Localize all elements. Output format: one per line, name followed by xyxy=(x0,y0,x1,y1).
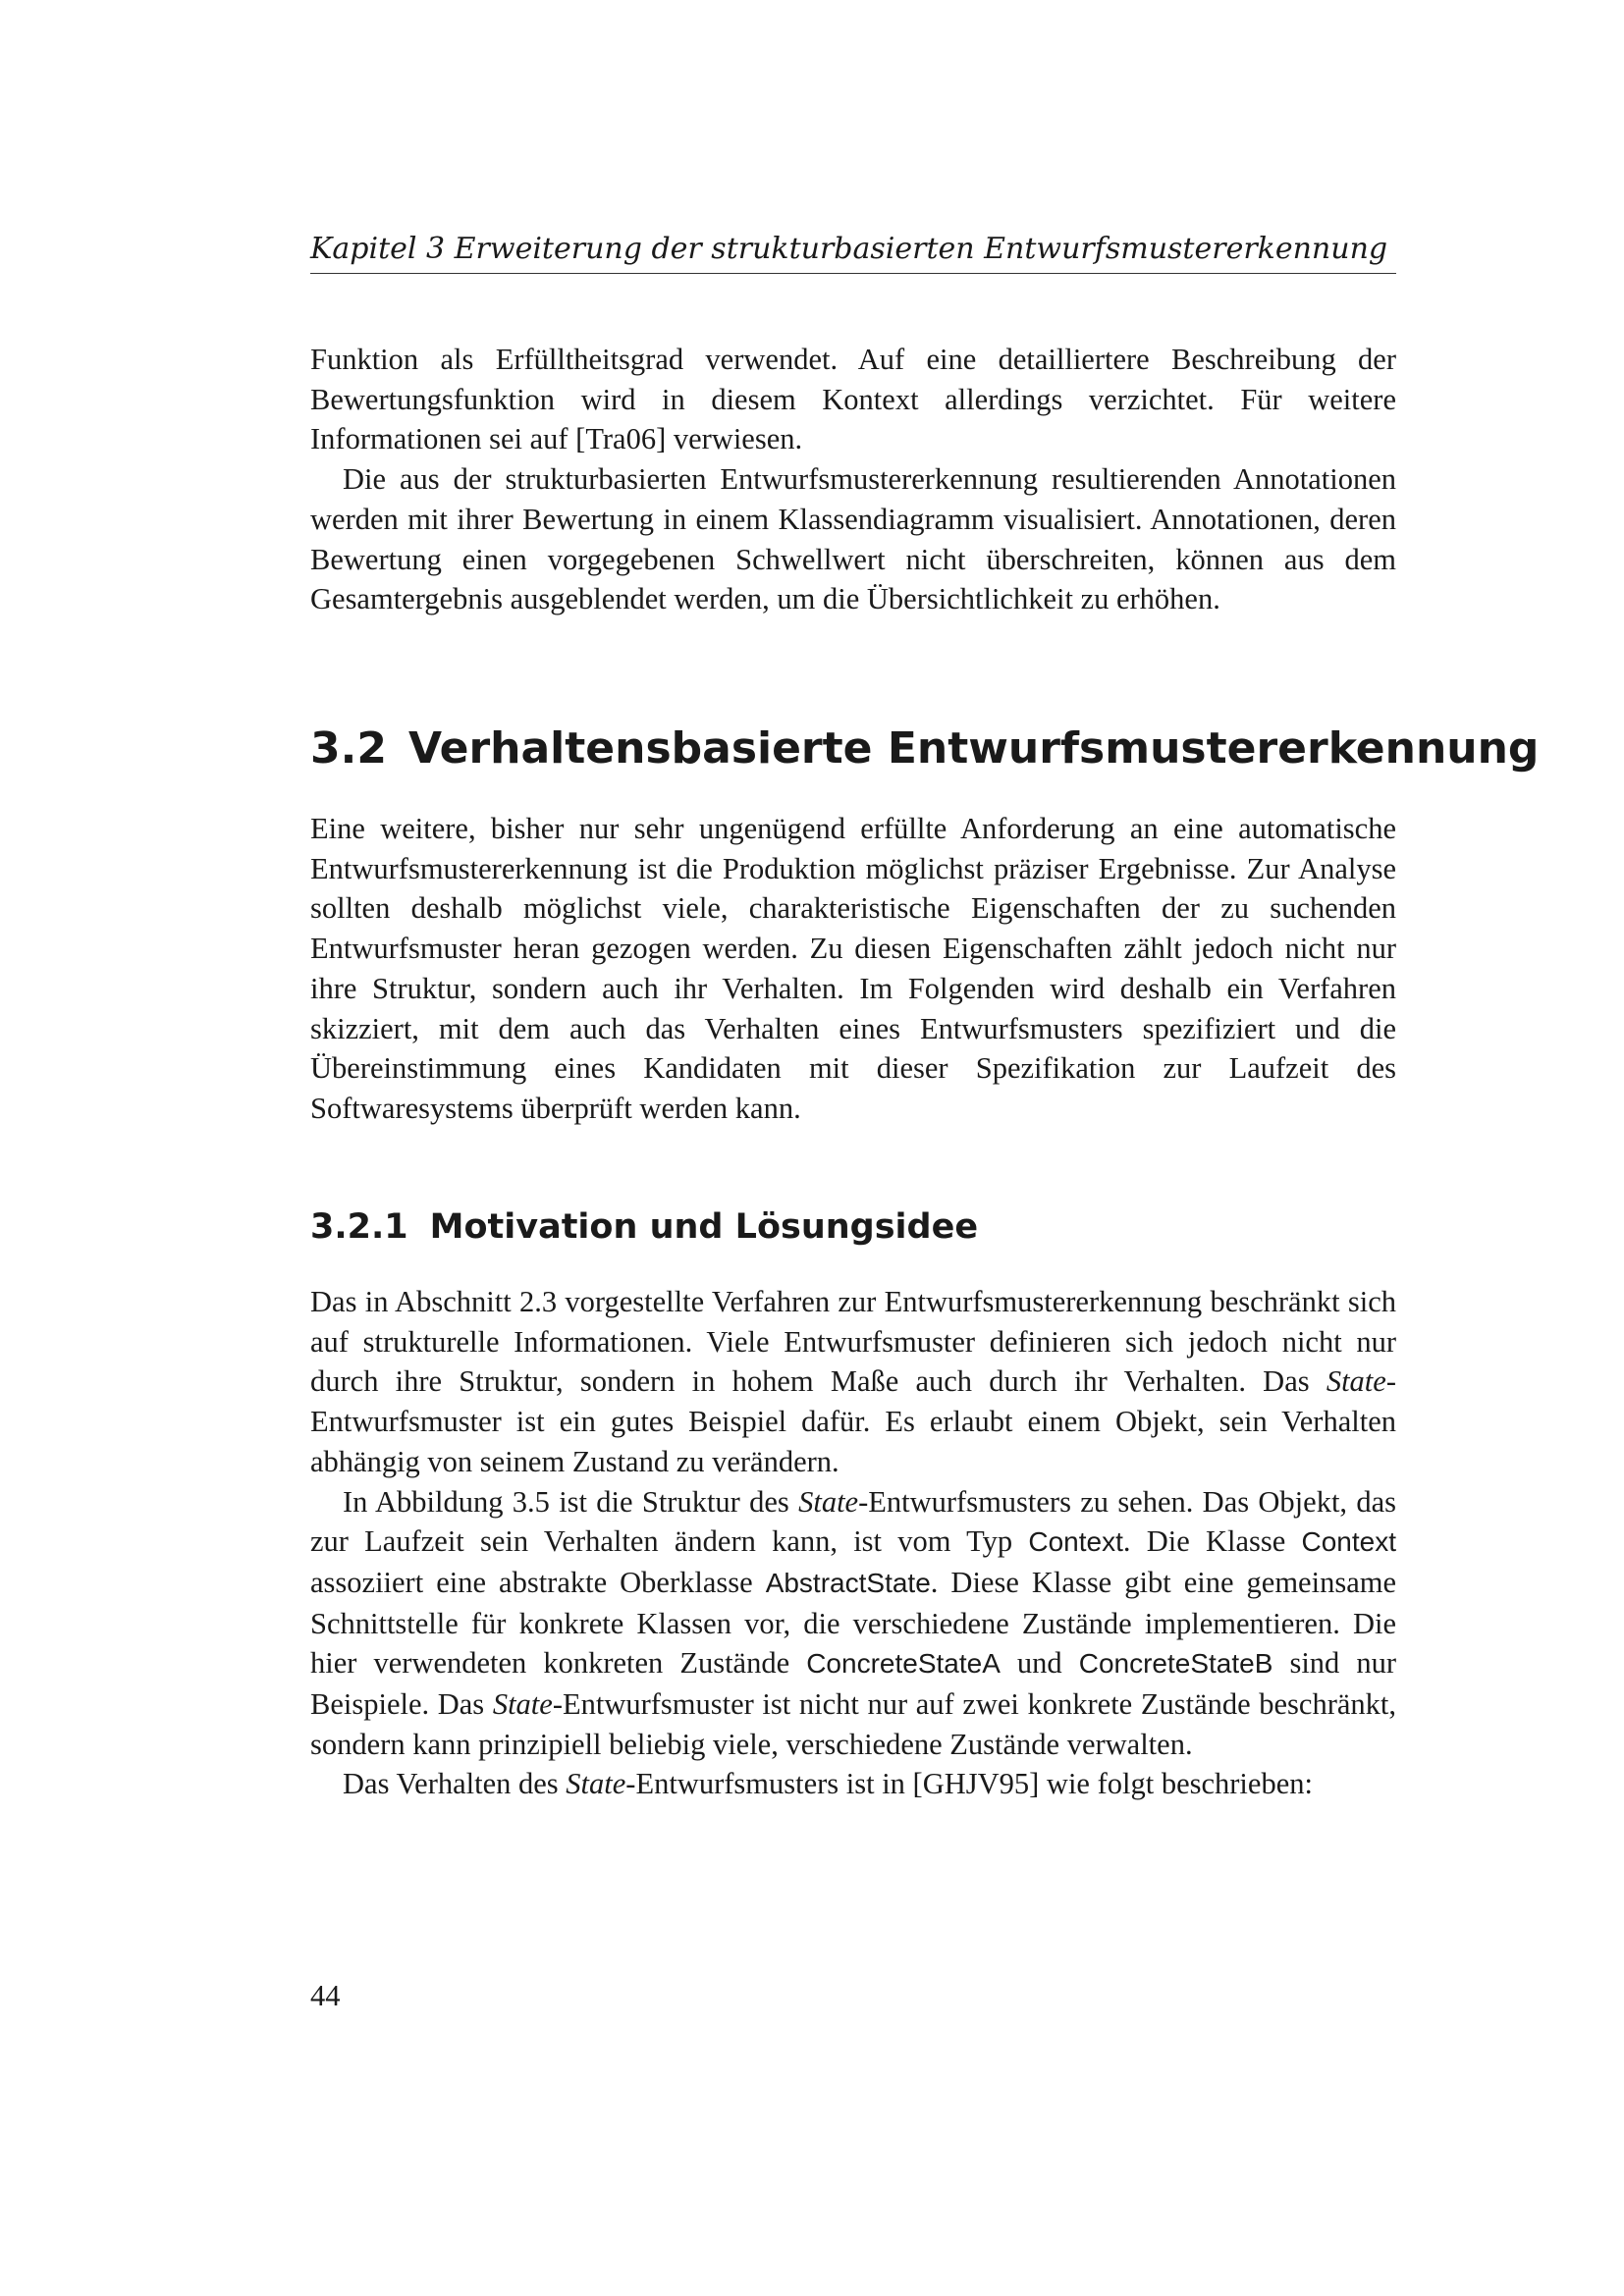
code-term: Context xyxy=(1301,1526,1396,1558)
subsection-title: Motivation und Lösungsidee xyxy=(429,1207,979,1247)
code-term: ConcreteStateB xyxy=(1078,1648,1273,1680)
intro-text xyxy=(310,340,1396,619)
paragraph: Das in Abschnitt 2.3 vorgestellte Verfahren zur Entwurfsmustererkennung beschränkt sich auf strukturelle Informationen. Viele Entwurfsmuster definieren sich jedoch nicht nur durch ihre Struktur, sondern in hohem Maße auch durch ihr Verhalten. Das State-Entwurfsmuster ist ein gutes Beispiel dafür. Es erlaubt einem Objekt, sein Verhalten abhängig von seinem Zustand zu verändern. xyxy=(310,1285,1396,1478)
paragraph: Funktion als Erfülltheitsgrad verwendet. Auf eine detailliertere Beschreibung der Bewertungsfunktion wird in diesem Kontext allerdings verzichtet. Für weitere Informationen sei auf [Tra06] verwiesen. xyxy=(310,343,1396,456)
page-number: 44 xyxy=(310,1979,341,2012)
emphasis: State xyxy=(566,1767,626,1801)
paragraph: Das Verhalten des State-Entwurfsmusters ist in [GHJV95] wie folgt beschrieben: xyxy=(343,1767,1313,1801)
paragraph: Eine weitere, bisher nur sehr ungenügend erfüllte Anforderung an eine automatische Entwurfsmustererkennung ist die Produktion möglichst präziser Ergebnisse. Zur Analyse sollten deshalb möglichst viele, charakteristische Eigenschaften der zu suchenden Entwurfsmuster heran gezogen werden. Zu diesen Eigenschaften zählt jedoch nicht nur ihre Struktur, sondern auch ihr Verhalten. Im Folgenden wird deshalb ein Verfahren skizziert, mit dem auch das Verhalten eines Entwurfsmusters spezifiziert und die Übereinstimmung eines Kandidaten mit dieser Spezifikation zur Laufzeit des Softwaresystems überprüft werden kann. xyxy=(310,812,1396,1125)
running-head: Kapitel 3 Erweiterung der strukturbasierten Entwurfsmustererkennung xyxy=(310,230,1396,274)
section-heading xyxy=(310,721,1540,776)
emphasis: State xyxy=(1326,1364,1386,1399)
section-number: 3.2 xyxy=(310,723,387,774)
section-title: Verhaltensbasierte Entwurfsmustererkennung xyxy=(407,723,1540,774)
section-text xyxy=(310,809,1396,1129)
document-page xyxy=(310,0,1540,2296)
subsection-heading xyxy=(310,1203,1396,1251)
emphasis: State xyxy=(798,1484,859,1519)
subsection-number: 3.2.1 xyxy=(310,1207,408,1247)
subsection-text xyxy=(310,1282,1396,1804)
emphasis: State xyxy=(492,1687,553,1722)
paragraph: In Abbildung 3.5 ist die Struktur des State-Entwurfsmusters zu sehen. Das Objekt, das zur Laufzeit sein Verhalten ändern kann, ist vom Typ Context. Die Klasse Context assoziiert eine abstrakte Oberklasse AbstractState. Diese Klasse gibt eine gemeinsame Schnittstelle für konkrete Klassen vor, die verschiedene Zustände implementieren. Die hier verwendeten konkreten Zustände ConcreteStateA und ConcreteStateB sind nur Beispiele. Das State-Entwurfsmuster ist nicht nur auf zwei konkrete Zustände beschränkt, sondern kann prinzipiell beliebig viele, verschiedene Zustände verwalten. xyxy=(310,1484,1397,1761)
code-term: AbstractState xyxy=(765,1567,931,1598)
code-term: Context xyxy=(1028,1526,1123,1558)
paragraph: Die aus der strukturbasierten Entwurfsmustererkennung resultierenden Annotationen werden mit ihrer Bewertung in einem Klassendiagramm visualisiert. Annotationen, deren Bewertung einen vorgegebenen Schwellwert nicht überschreiten, können aus dem Gesamtergebnis ausgeblendet werden, um die Übersichtlichkeit zu erhöhen. xyxy=(310,462,1396,616)
code-term: ConcreteStateA xyxy=(806,1648,1001,1680)
